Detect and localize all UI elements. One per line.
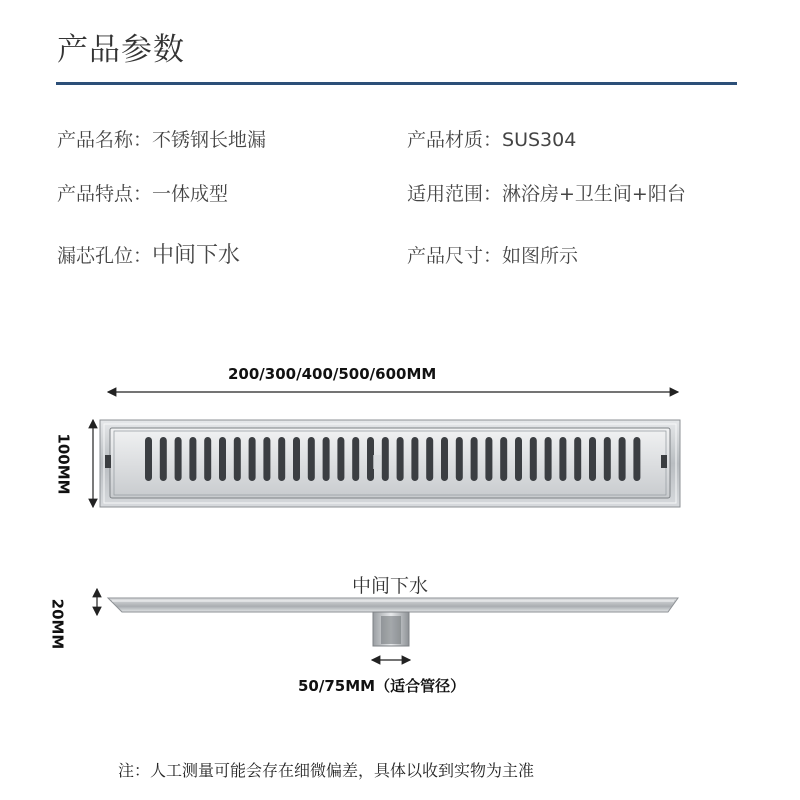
grate-slot bbox=[589, 437, 596, 481]
spec-scope-value: 淋浴房+卫生间+阳台 bbox=[502, 183, 686, 205]
grate-slot bbox=[604, 437, 611, 481]
grate-slot bbox=[530, 437, 537, 481]
grate-slot bbox=[559, 437, 566, 481]
grate-slot bbox=[397, 437, 404, 481]
grate-slot bbox=[411, 437, 418, 481]
width-dimension-label: 100MM bbox=[54, 433, 73, 495]
outlet-label: 中间下水 bbox=[352, 575, 429, 597]
grate-slot bbox=[471, 437, 478, 481]
footer-note: 注：人工测量可能会存在细微偏差，具体以收到实物为主准 bbox=[118, 761, 535, 780]
grate-slot bbox=[485, 437, 492, 481]
grate-slot bbox=[160, 437, 167, 481]
spec-material-key: 产品材质： bbox=[407, 129, 503, 151]
grate-slot bbox=[633, 437, 640, 481]
grate-slot bbox=[545, 437, 552, 481]
grate-slot bbox=[515, 437, 522, 481]
spec-material-value: SUS304 bbox=[502, 129, 577, 151]
grate-slot bbox=[337, 437, 344, 481]
spec-feature-key: 产品特点： bbox=[57, 183, 153, 205]
grate-slot bbox=[574, 437, 581, 481]
length-dimension-label: 200/300/400/500/600MM bbox=[228, 365, 437, 383]
drain-side-view bbox=[108, 598, 678, 646]
page-title: 产品参数 bbox=[57, 32, 185, 68]
grate-slot bbox=[249, 437, 256, 481]
grate-slot bbox=[352, 437, 359, 481]
grate-slot bbox=[456, 437, 463, 481]
grate-slot bbox=[382, 437, 389, 481]
grate-slot bbox=[204, 437, 211, 481]
grate-slot bbox=[219, 437, 226, 481]
grate-slot bbox=[367, 437, 374, 481]
drain-top-view bbox=[100, 420, 680, 507]
spec-scope-key: 适用范围： bbox=[407, 183, 503, 205]
grate-slot bbox=[441, 437, 448, 481]
grate-slot bbox=[323, 437, 330, 481]
grate-slot bbox=[500, 437, 507, 481]
spec-name-value: 不锈钢长地漏 bbox=[152, 129, 267, 151]
grate-slot bbox=[263, 437, 270, 481]
pipe-dimension-label: 50/75MM（适合管径） bbox=[298, 677, 466, 695]
grate-slot bbox=[293, 437, 300, 481]
grate-slot bbox=[619, 437, 626, 481]
spec-size-value: 如图所示 bbox=[502, 245, 579, 267]
grate-slot bbox=[175, 437, 182, 481]
height-dimension-label: 20MM bbox=[48, 598, 67, 650]
grate-slot bbox=[145, 437, 152, 481]
spec-feature-value: 一体成型 bbox=[152, 183, 229, 205]
grate-slot bbox=[278, 437, 285, 481]
grate-slot bbox=[189, 437, 196, 481]
grate-slot bbox=[234, 437, 241, 481]
spec-hole-key: 漏芯孔位： bbox=[57, 245, 153, 267]
spec-size-key: 产品尺寸： bbox=[407, 245, 503, 267]
spec-name-key: 产品名称： bbox=[57, 129, 153, 151]
grate-slot bbox=[426, 437, 433, 481]
spec-hole-value: 中间下水 bbox=[152, 243, 241, 268]
grate-slot bbox=[308, 437, 315, 481]
